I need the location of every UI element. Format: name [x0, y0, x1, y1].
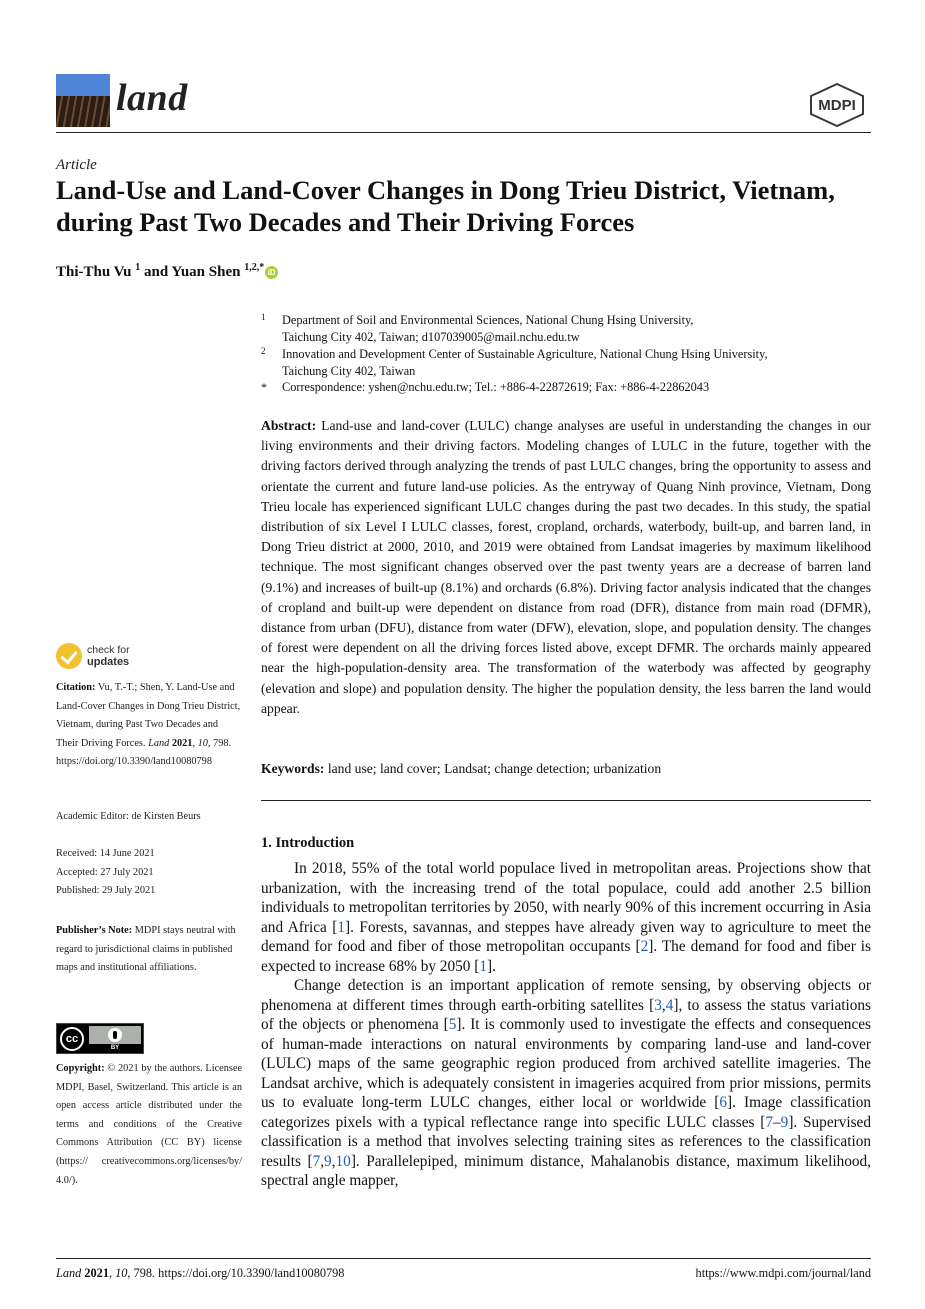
citation-year: 2021 [171, 737, 193, 749]
paragraph [261, 859, 871, 976]
publisher-note-text: MDPI stays neutral with regard to jurisdictional claims in published maps and institutional affiliations. [56, 925, 236, 974]
abstract-label: Abstract: [261, 418, 317, 433]
author-joiner: and [143, 264, 169, 280]
publisher-note [56, 922, 242, 978]
reference-link[interactable]: 6 [719, 1094, 727, 1112]
body-text: Change detection is an important application of remote sensing, by observing objects or phenomena at different times through earth-orbiting satellites [ [261, 977, 871, 1014]
journal-logo [56, 74, 110, 127]
body-text: , [331, 1152, 336, 1170]
reference-link[interactable]: 1 [337, 918, 345, 936]
footer-journal: Land [56, 1266, 82, 1280]
keywords-text: land use; land cover; Landsat; change detection; urbanization [327, 761, 662, 776]
footer-rule [56, 1258, 871, 1259]
article-title: Land-Use and Land-Cover Changes in Dong Trieu District, Vietnam, during Past Two Decades and Their Driving Forces [56, 175, 835, 237]
author-name[interactable]: Thi-Thu Vu [56, 264, 132, 280]
author-affiliation-mark: 1 [135, 262, 141, 273]
publisher-note-label: Publisher’s Note: [56, 925, 133, 936]
body-text: ]. [486, 957, 496, 975]
by-label: BY [89, 1044, 141, 1052]
citation-block: Citation: Vu, T.-T.; Shen, Y. Land-Use and Land-Cover Changes in Dong Trieu District, Vietnam, during Past Two Decades and Their Driving Forces. Land 2021, 10, 798. https://doi.org/10.3390/land10080798 [56, 682, 241, 768]
affiliation-line: Taichung City 402, Taiwan; d107039005@mail.nchu.edu.tw [282, 330, 580, 344]
orcid-icon[interactable]: iD [265, 266, 278, 279]
paragraph [261, 976, 871, 1191]
footer-citation: Land 2021, 10, 798. https://doi.org/10.3390/land10080798 [56, 1266, 345, 1280]
body-text: In 2018, 55% of the total world populace lived in metropolitan areas. Projections show that urbanization, with the increasing trend of the total populace, could add another 2.5 billion individuals to metropolitan territories by 2050, with nearly 90% of this increment occurring in Asia and Africa [ [261, 860, 871, 936]
author-affiliation-mark: 1,2,* [244, 262, 265, 273]
header-rule [56, 132, 871, 133]
accepted-date: Accepted: 27 July 2021 [56, 866, 154, 878]
correspondence-line: Correspondence: yshen@nchu.edu.tw; Tel.: +886-4-22872619; Fax: +886-4-22862043 [282, 380, 710, 394]
keywords-label: Keywords: [261, 761, 325, 776]
body-text: ]. Supervised classification is a method that involves selecting training sites as references to the classification results [ [261, 1113, 871, 1170]
cc-icon: cc [60, 1027, 84, 1051]
reference-link[interactable]: 4 [665, 996, 674, 1014]
check-updates-line: updates [87, 656, 130, 668]
section-divider [261, 800, 871, 801]
check-updates-line: check for [87, 644, 130, 656]
cc-by-license-badge[interactable] [56, 1023, 144, 1054]
reference-link[interactable]: 2 [640, 938, 649, 956]
footer-doi[interactable]: , 798. https://doi.org/10.3390/land10080798 [127, 1266, 345, 1280]
check-updates-label [87, 644, 130, 668]
affiliation-mark: 1 [261, 312, 266, 322]
footer-year: 2021 [84, 1266, 109, 1280]
citation-doi[interactable]: , 798. https://doi.org/10.3390/land10080798 [56, 737, 232, 768]
correspondence-mark: * [261, 380, 267, 394]
citation-volume: 10 [197, 737, 208, 749]
affiliation [261, 346, 871, 380]
copyright-block [56, 1060, 242, 1190]
author-list [56, 262, 278, 281]
affiliation-mark: 2 [261, 346, 266, 356]
received-date: Received: 14 June 2021 [56, 848, 155, 859]
citation-text: Vu, T.-T.; Shen, Y. Land-Use and Land-Cover Changes in Dong Trieu District, Vietnam, during Past Two Decades and Their Driving Forces. [56, 682, 241, 749]
publisher-logo [805, 82, 869, 128]
keywords [261, 759, 871, 779]
footer-journal-url[interactable]: https://www.mdpi.com/journal/land [695, 1266, 871, 1280]
check-for-updates-button[interactable] [56, 643, 166, 671]
copyright-text: © 2021 by the authors. Licensee MDPI, Basel, Switzerland. This article is an open access article distributed under the terms and conditions of the Creative Commons Attribution (CC BY) license (https:// creativecommons.org/licenses/by/ 4.0/). [56, 1063, 243, 1186]
body-text: ], to assess the status variations of the objects or phenomena [ [261, 996, 871, 1034]
body-text: , [661, 996, 666, 1014]
dates-block [56, 845, 242, 901]
publisher-logo-text: MDPI [818, 97, 856, 114]
citation-journal: Land [148, 737, 170, 749]
reference-link[interactable]: 7 [765, 1113, 774, 1131]
affiliation [261, 312, 871, 346]
reference-link[interactable]: 5 [448, 1016, 457, 1034]
reference-link[interactable]: 10 [335, 1152, 351, 1170]
reference-link[interactable]: 9 [780, 1113, 789, 1131]
body-text: ]. Image classification categorizes pixels with a typical reflectance range into specific LULC classes [ [261, 1094, 871, 1131]
article-type: Article [56, 157, 97, 173]
copyright-label: Copyright: [56, 1063, 105, 1074]
citation-label: Citation: [56, 682, 96, 693]
affiliation-line: Innovation and Development Center of Sustainable Agriculture, National Chung Hsing University, [282, 347, 768, 361]
body-text: ]. The demand for food and fiber is expected to increase 68% by 2050 [ [261, 938, 871, 975]
footer-volume: 10 [115, 1266, 128, 1280]
academic-editor: Academic Editor: de Kirsten Beurs [56, 811, 201, 822]
correspondence [261, 379, 871, 396]
reference-link[interactable]: 1 [479, 957, 487, 975]
author-name[interactable]: Yuan Shen [171, 264, 241, 280]
journal-logo-field [56, 96, 110, 127]
check-updates-icon [56, 643, 82, 669]
intro-paragraph-1 [261, 859, 871, 976]
attribution-icon [108, 1028, 122, 1042]
section-heading: 1. Introduction [261, 835, 355, 851]
body-text: ]. It is commonly used to investigate the effects and consequences of human-made interactions on natural environments by comparing land-use and land-cover (LULC) maps of the same geographic region produced from archived satellite imageries. The Landsat archive, which is adequately consistent in imageries acquired from prior missions, permits us to evaluate long-term LULC changes, either local or worldwide [ [261, 1016, 871, 1112]
body-text: ]. Forests, savannas, and steppes have already given way to agriculture to meet the demand for food and fiber of those metropolitan occupants [ [261, 918, 871, 956]
reference-link[interactable]: 3 [654, 996, 662, 1014]
affiliation-line: Taichung City 402, Taiwan [282, 364, 416, 378]
journal-name: land [116, 77, 188, 119]
published-date: Published: 29 July 2021 [56, 885, 156, 897]
body-text: – [773, 1113, 781, 1131]
intro-paragraph-2 [261, 976, 871, 1191]
abstract-text: Land-use and land-cover (LULC) change analyses are useful in understanding the changes in our living environments and their driving factors. Modeling changes of LULC in the future, together with the driving factors derived through analyzing the trends of past LULC changes, bring the opportunity to assess and orientate the current and future land-use policies. As the entryway of Quang Ninh province, Vietnam, Dong Trieu locale has experienced significant LULC changes during the past two decades. In this study, the spatial distribution of six Level I LULC classes, forest, cropland, orchards, waterbody, built-up, and barren land, in Dong Trieu district at 2000, 2010, and 2019 were obtained from Landsat imageries by maximum likelihood technique. The most significant changes observed over the past twenty years are a decrease of barren land (9.1%) and increases of built-up (8.1%) and orchards (6.8%). Driving factor analysis indicated that the changes of cropland and built-up were dependent on distance from road (DFR), distance from main road (DFMR), distance from urban (DFU), distance from water (DFW), elevation, slope, and population density. The changes of forest were dependent on all the driving forces listed above, except DFMR. The orchards mainly appeared near the high-population-density area. The transformation of the waterbody was affected by geography (elevation and slope) and population density. The higher the population density, the less barren the land would appear. [261, 418, 871, 716]
abstract [261, 416, 871, 719]
journal-logo-sky [56, 74, 110, 96]
reference-link[interactable]: 7 [312, 1152, 321, 1170]
body-text: , [320, 1152, 325, 1170]
body-text: ]. Parallelepiped, minimum distance, Mahalanobis distance, maximum likelihood, spectral angle mapper, [261, 1152, 871, 1190]
affiliation-line: Department of Soil and Environmental Sciences, National Chung Hsing University, [282, 313, 694, 327]
reference-link[interactable]: 9 [324, 1152, 332, 1170]
